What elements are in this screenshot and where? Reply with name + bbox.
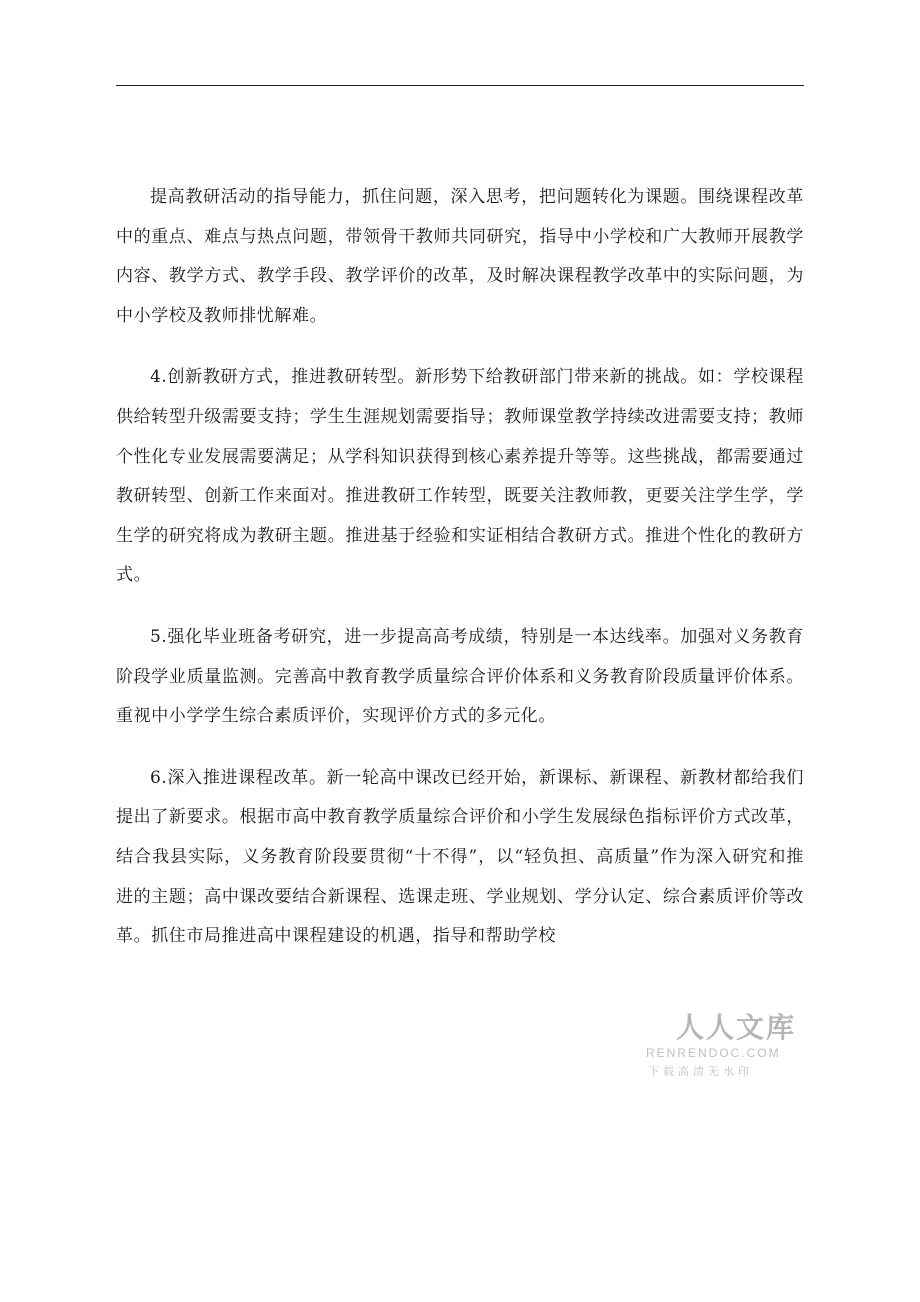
paragraph-2: 4.创新教研方式，推进教研转型。新形势下给教研部门带来新的挑战。如：学校课程供给转型升级需要支持；学生生涯规划需要指导；教师课堂教学持续改进需要支持；教师个性化专业发展需要满足；从学科知识获得到核心素养提升等等。这些挑战，都需要通过教研转型、创新工作来面对。推进教研工作转型，既要关注教师教，更要关注学生学，学生学的研究将成为教研主题。推进基于经验和实证相结合教研方式。推进个性化的教研方式。 [116, 367, 804, 586]
watermark-logo [646, 1006, 796, 1082]
paragraph-3: 5.强化毕业班备考研究，进一步提高高考成绩，特别是一本达线率。加强对义务教育阶段学业质量监测。完善高中教育教学质量综合评价体系和义务教育阶段质量评价体系。重视中小学学生综合素质评价，实现评价方式的多元化。 [116, 626, 804, 727]
watermark-title: 人人文库 [676, 1011, 797, 1044]
watermark-note: 下载高清无水印 [648, 1065, 753, 1078]
paragraph-1: 提高教研活动的指导能力，抓住问题，深入思考，把问题转化为课题。围绕课程改革中的重点、难点与热点问题，带领骨干教师共同研究，指导中小学校和广大教师开展教学内容、教学方式、教学手段、教学评价的改革，及时解决课程教学改革中的实际问题，为中小学校及教师排忧解难。 [116, 187, 804, 326]
paragraph-4: 6.深入推进课程改革。新一轮高中课改已经开始，新课标、新课程、新教材都给我们提出了新要求。根据市高中教育教学质量综合评价和小学生发展绿色指标评价方式改革，结合我县实际，义务教育阶段要贯彻“十不得”，以“轻负担、高质量”作为深入研究和推进的主题；高中课改要结合新课程、选课走班、学业规划、学分认定、综合素质评价等改革。抓住市局推进高中课程建设的机遇，指导和帮助学校 [116, 767, 804, 947]
document-body [116, 178, 804, 979]
watermark-site: RENRENDOC.COM [646, 1046, 781, 1060]
header-rule [116, 85, 804, 86]
